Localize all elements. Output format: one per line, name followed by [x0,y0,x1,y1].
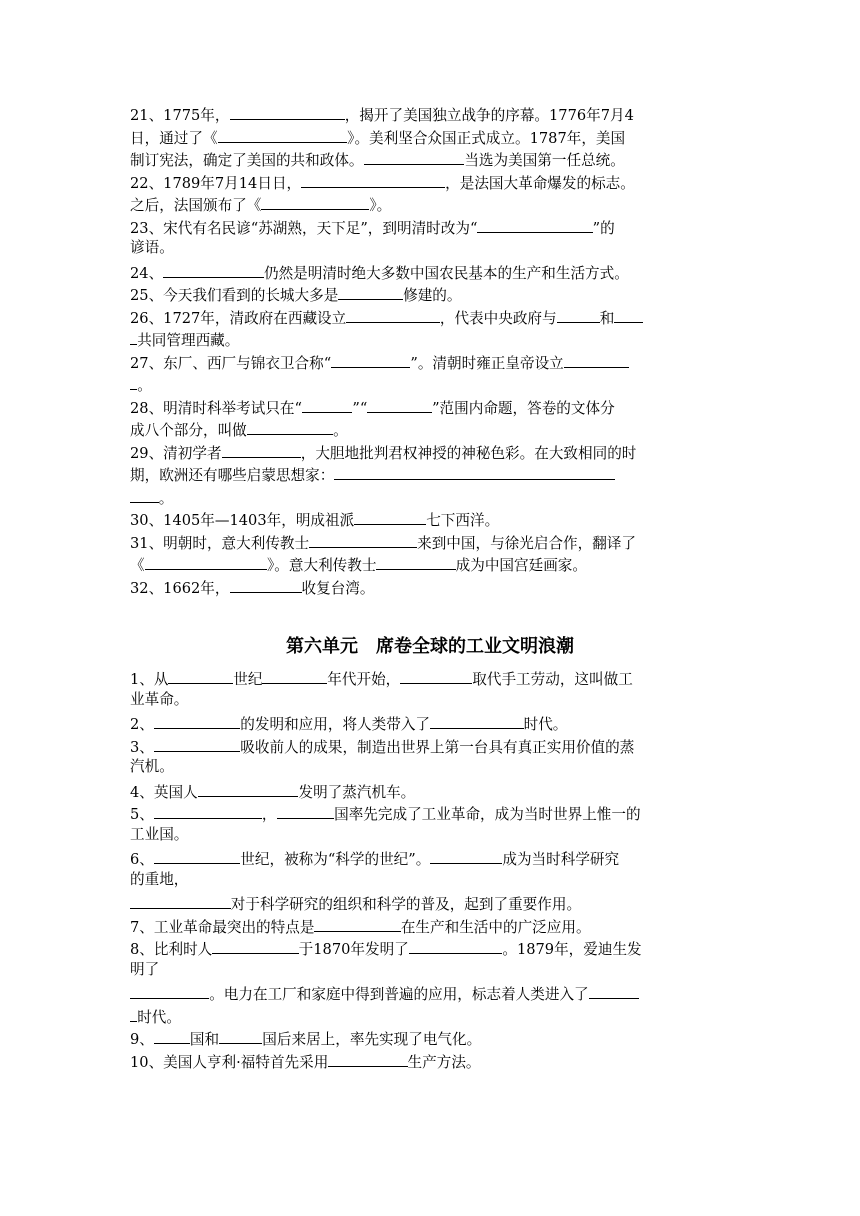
fill-in-blank[interactable] [130,372,137,390]
text-line: 8、比利时人 于1870年发明了 。1879年，爱迪生发 [130,936,730,959]
text-line: 共同管理西藏。 [130,327,730,350]
text-line: 31、明朝时，意大利传教士 来到中国，与徐光启合作，翻译了 [130,530,730,553]
fill-in-blank[interactable] [262,666,327,684]
fill-in-blank[interactable] [302,395,352,413]
text-line: 之后，法国颁布了《 》。 [130,192,730,215]
fill-in-blank[interactable] [154,1026,190,1044]
text-line: 工业国。 [130,825,189,843]
fill-in-blank[interactable] [230,575,302,593]
text-line: 10、美国人亨利·福特首先采用 生产方法。 [130,1049,730,1072]
fill-in-blank[interactable] [130,1004,137,1022]
text-line: 9、 国和 国后来居上，率先实现了电气化。 [130,1026,730,1049]
fill-in-blank[interactable] [130,485,159,503]
text-line: 谚语。 [130,239,174,256]
text-line: 25、今天我们看到的长城大多是 修建的。 [130,282,730,305]
text-line: 27、东厂、西厂与锦衣卫合称“ ”。清朝时雍正皇帝设立 [130,350,730,373]
fill-in-blank[interactable] [564,350,629,368]
text-line: 2、 的发明和应用，将人类带入了 时代。 [130,711,730,734]
fill-in-blank[interactable] [154,734,240,752]
fill-in-blank[interactable] [364,147,465,165]
text-line: 26、1727年，清政府在西藏设立 ，代表中央政府与 和 [130,305,730,328]
text-line: 期，欧洲还有哪些启蒙思想家： [130,462,730,485]
fill-in-blank[interactable] [334,462,615,480]
text-line: 成八个部分，叫做 。 [130,417,730,440]
fill-in-blank[interactable] [163,260,264,278]
fill-in-blank[interactable] [346,305,440,323]
fill-in-blank[interactable] [309,530,417,548]
fill-in-blank[interactable] [261,192,369,210]
fill-in-blank[interactable] [198,779,299,797]
text-line: 1、从 世纪 年代开始， 取代手工劳动，这叫做工 [130,666,730,689]
fill-in-blank[interactable] [218,125,348,143]
text-line: 32、1662年， 收复台湾。 [130,575,730,598]
fill-in-blank[interactable] [154,711,240,729]
fill-in-blank[interactable] [212,936,298,954]
fill-in-blank[interactable] [400,666,472,684]
text-line: 4、英国人 发明了蒸汽机车。 [130,779,730,802]
fill-in-blank[interactable] [301,170,445,188]
text-line: 5、 ， 国率先完成了工业革命，成为当时世界上惟一的 [130,801,730,824]
text-line: 7、工业革命最突出的特点是 在生产和生活中的广泛应用。 [130,914,730,937]
questions-part-2 [130,666,730,1071]
text-line: 21、1775年， ，揭开了美国独立战争的序幕。1776年7月4 [130,102,730,125]
text-line: 23、宋代有名民谚“苏湖熟，天下足”，到明清时改为“ ”的 [130,215,730,238]
fill-in-blank[interactable] [130,327,137,345]
text-line: 日，通过了《 》。美利坚合众国正式成立。1787年，美国 [130,125,730,148]
fill-in-blank[interactable] [354,507,426,525]
text-line: 6、 世纪，被称为“科学的世纪”。 成为当时科学研究 [130,846,730,869]
text-line: 28、明清时科举考试只在“ ”“ ”范围内命题，答卷的文体分 [130,395,730,418]
fill-in-blank[interactable] [557,305,600,323]
text-line: 汽机。 [130,758,174,775]
fill-in-blank[interactable] [328,1049,407,1067]
fill-in-blank[interactable] [154,846,240,864]
fill-in-blank[interactable] [331,350,410,368]
fill-in-blank[interactable] [154,801,262,819]
fill-in-blank[interactable] [130,981,209,999]
fill-in-blank[interactable] [145,552,267,570]
text-line: 对于科学研究的组织和科学的普及，起到了重要作用。 [130,891,730,914]
fill-in-blank[interactable] [168,666,233,684]
section-heading: 第六单元 席卷全球的工业文明浪潮 [286,636,574,657]
text-line: 。 [130,485,730,508]
text-line: 业革命。 [130,690,189,708]
fill-in-blank[interactable] [247,417,333,435]
fill-in-blank[interactable] [589,981,639,999]
text-line: 时代。 [130,1004,730,1027]
text-line: 30、1405年—1403年，明成祖派 七下西洋。 [130,507,730,530]
text-line: 29、清初学者 ，大胆地批判君权神授的神秘色彩。在大致相同的时 [130,440,730,463]
text-line: 制订宪法，确定了美国的共和政体。 当选为美国第一任总统。 [130,147,730,170]
questions-part-1 [130,102,730,597]
fill-in-blank[interactable] [367,395,432,413]
fill-in-blank[interactable] [222,440,301,458]
text-line: 。电力在工厂和家庭中得到普遍的应用，标志着人类进入了 [130,981,730,1004]
fill-in-blank[interactable] [314,914,400,932]
fill-in-blank[interactable] [376,552,455,570]
text-line: 的重地， [130,870,189,888]
fill-in-blank[interactable] [614,305,643,323]
fill-in-blank[interactable] [430,711,524,729]
text-line: 24、 仍然是明清时绝大多数中国农民基本的生产和生活方式。 [130,260,730,283]
fill-in-blank[interactable] [130,891,231,909]
text-line: 《 》。意大利传教士 成为中国宫廷画家。 [130,552,730,575]
text-line: 。 [130,372,730,395]
text-line: 22、1789年7月14日日， ，是法国大革命爆发的标志。 [130,170,730,193]
text-line: 明了 [130,960,160,978]
fill-in-blank[interactable] [430,846,502,864]
fill-in-blank[interactable] [409,936,503,954]
fill-in-blank[interactable] [277,801,335,819]
fill-in-blank[interactable] [219,1026,262,1044]
fill-in-blank[interactable] [477,215,592,233]
text-line: 3、 吸收前人的成果，制造出世界上第一台具有真正实用价值的蒸 [130,734,730,757]
fill-in-blank[interactable] [230,102,345,120]
fill-in-blank[interactable] [338,282,403,300]
